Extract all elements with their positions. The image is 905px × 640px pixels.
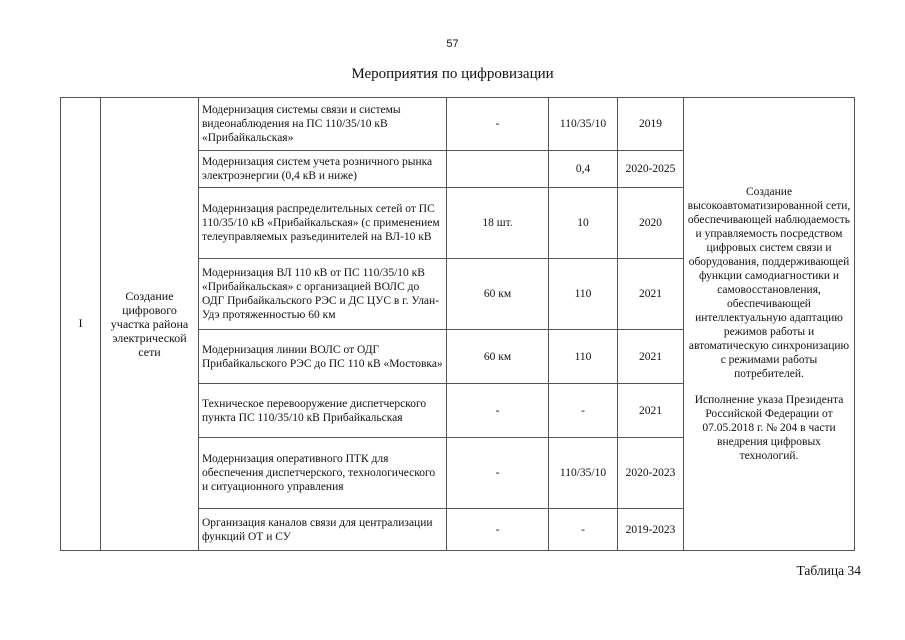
quantity-cell: -	[447, 384, 549, 438]
year-cell: 2019	[618, 98, 684, 151]
quantity-cell: -	[447, 98, 549, 151]
voltage-cell: 0,4	[549, 151, 618, 188]
description-cell: Модернизация оперативного ПТК для обеспечения диспетчерского, технологического и ситуационного управления	[199, 438, 447, 509]
quantity-cell: 18 шт.	[447, 188, 549, 259]
voltage-cell: 110	[549, 259, 618, 330]
voltage-cell: 110	[549, 330, 618, 384]
table-row	[61, 98, 855, 151]
purpose-text: Создание высокоавтоматизированной сети, обеспечивающей наблюдаемость и управляемость посредством цифровых систем связи и оборудования, поддерживающей функции самодиагностики и самовосстановления, обеспечивающей интеллектуальную адаптацию режимов работы и автоматическую синхронизацию с режимами работы потребителей.	[687, 186, 851, 380]
voltage-cell: 110/35/10	[549, 98, 618, 151]
quantity-cell	[447, 151, 549, 188]
description-cell: Модернизация линии ВОЛС от ОДГ Прибайкальского РЭС до ПС 110 кВ «Мостовка»	[199, 330, 447, 384]
basis-text: Исполнение указа Президента Российской Федерации от 07.05.2018 г. № 204 в части внедрения цифровых технологий.	[694, 394, 844, 462]
quantity-cell: -	[447, 438, 549, 509]
page-title: Мероприятия по цифровизации	[351, 66, 554, 82]
description-cell: Модернизация систем учета розничного рынка электроэнергии (0,4 кВ и ниже)	[199, 151, 447, 188]
page-number: 57	[446, 38, 459, 50]
year-cell: 2020	[618, 188, 684, 259]
purpose-cell	[684, 98, 855, 551]
section-cell: Создание цифрового участка района электрической сети	[101, 98, 199, 551]
year-cell: 2021	[618, 330, 684, 384]
year-cell: 2020-2025	[618, 151, 684, 188]
description-cell: Организация каналов связи для централизации функций ОТ и СУ	[199, 509, 447, 551]
description-cell: Модернизация системы связи и системы видеонаблюдения на ПС 110/35/10 кВ «Прибайкальская»	[199, 98, 447, 151]
year-cell: 2021	[618, 384, 684, 438]
quantity-cell: 60 км	[447, 330, 549, 384]
table-caption: Таблица 34	[796, 563, 861, 578]
year-cell: 2019-2023	[618, 509, 684, 551]
digitalization-table	[60, 97, 855, 551]
quantity-cell: 60 км	[447, 259, 549, 330]
voltage-cell: 10	[549, 188, 618, 259]
description-cell: Техническое перевооружение диспетчерского пункта ПС 110/35/10 кВ Прибайкальская	[199, 384, 447, 438]
description-cell: Модернизация ВЛ 110 кВ от ПС 110/35/10 кВ «Прибайкальская» с организацией ВОЛС до ОДГ Прибайкальского РЭС и ДС ЦУС в г. Улан-Удэ протяженностью 60 км	[199, 259, 447, 330]
voltage-cell: -	[549, 384, 618, 438]
quantity-cell: -	[447, 509, 549, 551]
description-cell: Модернизация распределительных сетей от ПС 110/35/10 кВ «Прибайкальская» (с применением телеуправляемых разъединителей на ВЛ-10 кВ	[199, 188, 447, 259]
year-cell: 2020-2023	[618, 438, 684, 509]
voltage-cell: 110/35/10	[549, 438, 618, 509]
year-cell: 2021	[618, 259, 684, 330]
voltage-cell: -	[549, 509, 618, 551]
row-number-cell: I	[61, 98, 101, 551]
